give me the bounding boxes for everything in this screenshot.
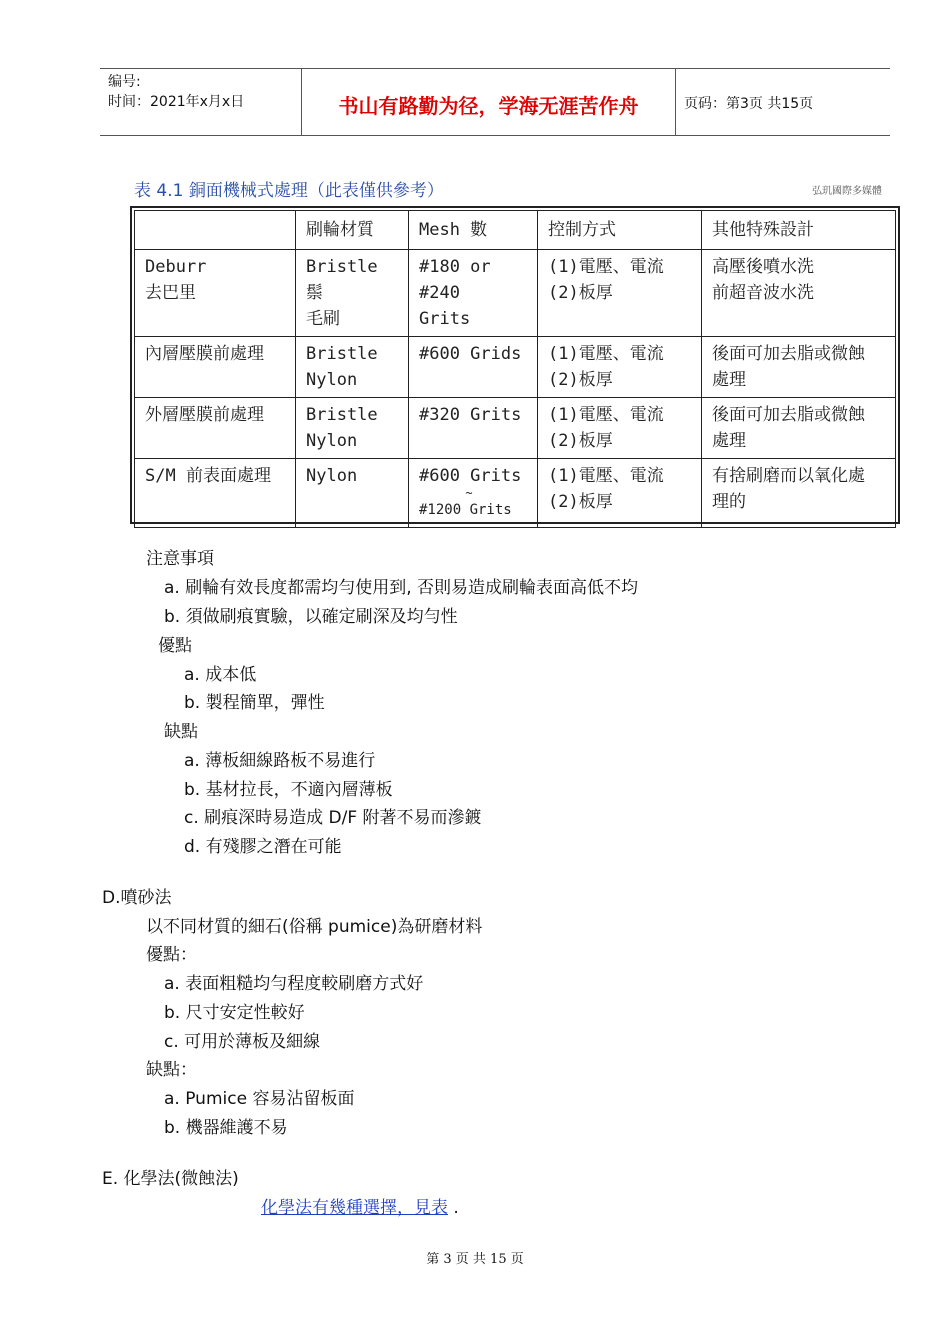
- cell-line: 去巴里: [145, 283, 196, 303]
- list-item: c. 刷痕深時易造成 D/F 附著不易而滲鍍: [184, 808, 482, 828]
- table-cell: [135, 337, 296, 398]
- notes-heading: 注意事項: [146, 549, 214, 569]
- table-cell: [296, 250, 409, 337]
- list-item: d. 有殘膠之潛在可能: [184, 837, 342, 857]
- header-top-rule: [100, 68, 890, 69]
- cell-line: (2)板厚: [548, 283, 613, 303]
- header-code-label: 编号:: [108, 74, 141, 90]
- table-cell: [538, 337, 702, 398]
- mechanical-treatment-table: [130, 206, 900, 524]
- table-cell: [409, 398, 538, 459]
- table-cell: [409, 459, 538, 528]
- section-d-heading: D.噴砂法: [102, 888, 172, 908]
- table-cell: [702, 398, 896, 459]
- list-item: a. Pumice 容易沾留板面: [164, 1089, 355, 1109]
- table-row: [135, 337, 896, 398]
- link-tail: .: [453, 1198, 459, 1218]
- list-item: a. 表面粗糙均勻程度較刷磨方式好: [164, 974, 424, 994]
- cell-line: Nylon: [306, 431, 358, 451]
- data-table: [134, 210, 896, 528]
- table-header-cell: [135, 211, 296, 250]
- table-row: [135, 459, 896, 528]
- cell-line: 內層壓膜前處理: [145, 344, 264, 364]
- cell-line: 後面可加去脂或微蝕: [712, 344, 865, 364]
- cell-line: (1)電壓、電流: [548, 344, 664, 364]
- table-cell: [538, 250, 702, 337]
- cell-line: 處理: [712, 370, 746, 390]
- table-cell: [135, 250, 296, 337]
- cell-line: (1)電壓、電流: [548, 257, 664, 277]
- table-cell: [702, 459, 896, 528]
- cell-line: Nylon: [306, 466, 358, 486]
- cell-line: #1200 Grits: [419, 502, 512, 518]
- cell-line: (2)板厚: [548, 431, 613, 451]
- disadvantages-heading: 缺點：: [146, 1060, 197, 1080]
- cell-line: Bristle: [306, 405, 378, 425]
- table-header-cell: 刷輪材質: [296, 211, 409, 250]
- cell-line: Bristle 鬃: [306, 257, 378, 303]
- cell-line: 有捨刷磨而以氧化處: [712, 466, 865, 486]
- list-item: c. 可用於薄板及細線: [164, 1032, 321, 1052]
- header-time: 时间：2021年x月x日: [108, 94, 245, 110]
- cell-line: (2)板厚: [548, 492, 613, 512]
- table-cell: [538, 459, 702, 528]
- list-item: b. 須做刷痕實驗，以確定刷深及均勻性: [164, 607, 458, 627]
- cell-line: (2)板厚: [548, 370, 613, 390]
- table-cell: [296, 398, 409, 459]
- header-divider: [675, 68, 676, 136]
- table-row: [135, 250, 896, 337]
- cell-line: #600 Grids: [419, 344, 522, 364]
- table-cell: [409, 250, 538, 337]
- table-credit: 弘玑國際多媒體: [812, 186, 882, 197]
- disadvantages-heading: 缺點: [164, 722, 198, 742]
- table-header-cell: Mesh 數: [409, 211, 538, 250]
- table-title: 表 4.1 銅面機械式處理（此表僅供參考）: [134, 181, 444, 201]
- header-motto: 书山有路勤为径，学海无涯苦作舟: [338, 94, 639, 118]
- table-header-cell: 其他特殊設計: [702, 211, 896, 250]
- list-item: a. 薄板細線路板不易進行: [184, 751, 376, 771]
- cell-line: (1)電壓、電流: [548, 405, 664, 425]
- cell-line: 處理: [712, 431, 746, 451]
- cell-line: #320 Grits: [419, 405, 522, 425]
- advantages-heading: 優點: [158, 636, 192, 656]
- cell-line: S/M 前表面處理: [145, 466, 271, 486]
- cell-line: 後面可加去脂或微蝕: [712, 405, 865, 425]
- cell-line: (1)電壓、電流: [548, 466, 664, 486]
- cell-line: 理的: [712, 492, 746, 512]
- cell-line: 外層壓膜前處理: [145, 405, 264, 425]
- section-d-intro: 以不同材質的細石(俗稱 pumice)為研磨材料: [146, 917, 483, 937]
- list-item: a. 刷輪有效長度都需均勻使用到, 否則易造成刷輪表面高低不均: [164, 578, 639, 598]
- header-meta: [108, 72, 244, 112]
- header-page-info: 页码：第3页 共15页: [684, 96, 814, 112]
- section-e-line: [261, 1197, 459, 1219]
- header-bottom-rule: [100, 135, 890, 136]
- section-e-heading: E. 化學法(微蝕法): [102, 1169, 239, 1189]
- chemical-method-table-link[interactable]: 化學法有幾種選擇，見表: [261, 1198, 448, 1218]
- cell-line: Grits: [419, 309, 471, 329]
- range-tilde: ~: [465, 486, 473, 500]
- list-item: a. 成本低: [184, 665, 257, 685]
- table-cell: [538, 398, 702, 459]
- table-cell: [296, 337, 409, 398]
- list-item: b. 機器維護不易: [164, 1118, 288, 1138]
- cell-line: #180 or #240: [419, 257, 491, 303]
- cell-line: 前超音波水洗: [712, 283, 814, 303]
- table-cell: [296, 459, 409, 528]
- table-cell: [409, 337, 538, 398]
- cell-line: Bristle: [306, 344, 378, 364]
- list-item: b. 製程簡單，彈性: [184, 693, 325, 713]
- page-footer: 第 3 页 共 15 页: [426, 1252, 524, 1267]
- cell-line: 毛刷: [306, 309, 340, 329]
- table-cell: [135, 459, 296, 528]
- cell-line: #600 Grits: [419, 466, 522, 486]
- advantages-heading: 優點：: [146, 945, 197, 965]
- table-row: [135, 398, 896, 459]
- list-item: b. 尺寸安定性較好: [164, 1003, 305, 1023]
- table-cell: [135, 398, 296, 459]
- list-item: b. 基材拉長，不適內層薄板: [184, 780, 393, 800]
- cell-line: 高壓後噴水洗: [712, 257, 814, 277]
- table-cell: [702, 250, 896, 337]
- table-header-cell: 控制方式: [538, 211, 702, 250]
- cell-line: Deburr: [145, 257, 207, 277]
- table-cell: [702, 337, 896, 398]
- cell-line: Nylon: [306, 370, 358, 390]
- table-header-row: [135, 211, 896, 250]
